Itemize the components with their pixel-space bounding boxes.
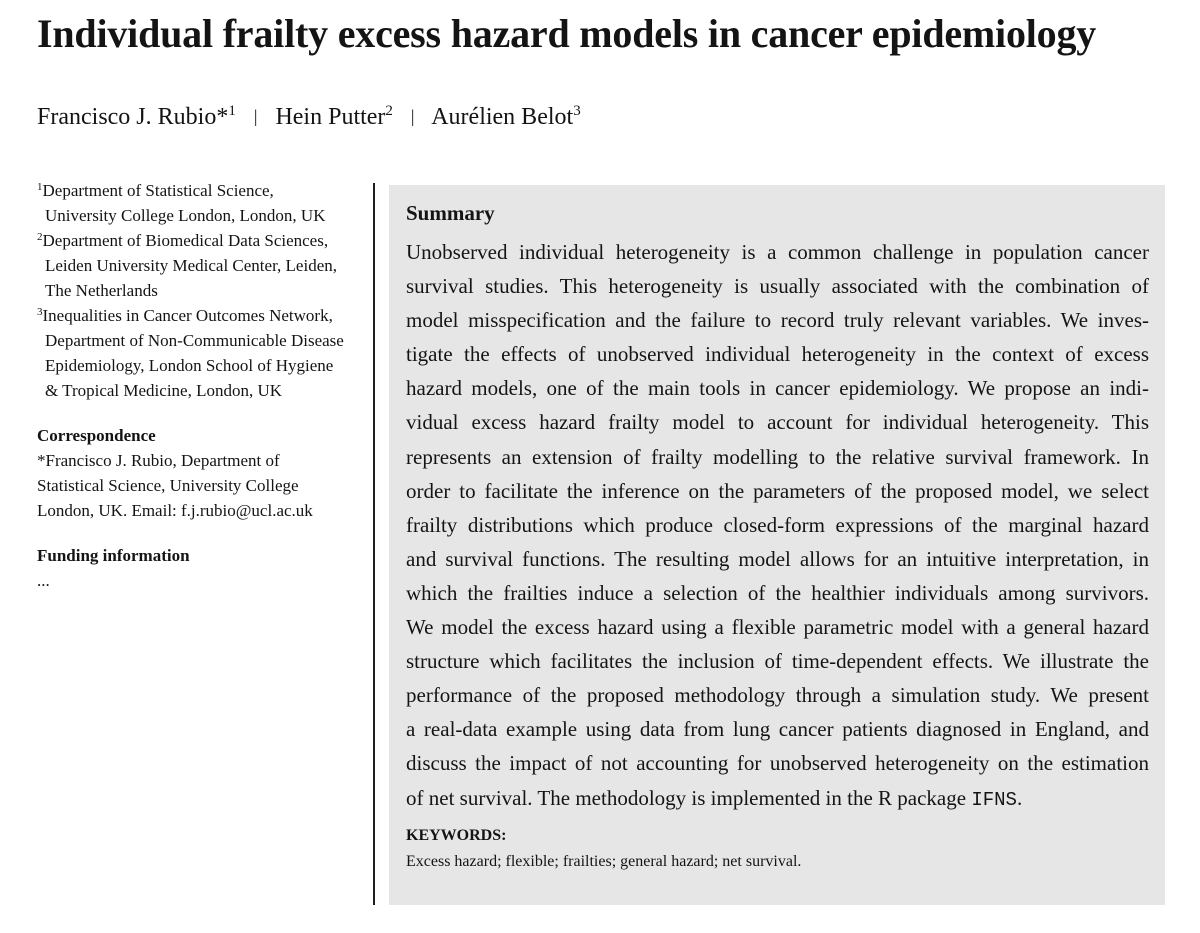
keywords-text: Excess hazard; flexible; frailties; general hazard; net survival. — [406, 853, 802, 870]
keywords-heading: KEYWORDS: — [406, 827, 507, 844]
author-name: Aurélien Belot — [431, 104, 574, 130]
author-list — [37, 100, 581, 133]
funding-heading: Funding information — [37, 546, 190, 565]
affiliation-2 — [37, 228, 367, 303]
summary-heading: Summary — [406, 201, 495, 225]
summary-line: We model the excess hazard using a flexible parametric model with a general hazard — [406, 615, 1149, 640]
affiliation-line: $^3$Inequalities in Cancer Outcomes Network, — [37, 306, 333, 325]
affiliation-number: 1 — [37, 181, 43, 193]
paper-title: Individual frailty excess hazard models in cancer epidemiology — [37, 11, 1097, 56]
correspondence-line: Statistical Science, University College — [37, 476, 299, 495]
column-divider — [373, 183, 375, 905]
affiliation-line: Department of Non-Communicable Disease — [45, 331, 344, 350]
author-name: Hein Putter — [275, 104, 386, 130]
summary-line: a real-data example using data from lung cancer patients diagnosed in England, and — [406, 717, 1149, 742]
correspondence-line: *Francisco J. Rubio, Department of — [37, 451, 280, 470]
affiliation-1 — [37, 178, 367, 228]
affiliation-line: $^2$Department of Biomedical Data Sciences, — [37, 231, 329, 250]
summary-line: which the frailties induce a selection of the healthier individuals among survivors. — [406, 580, 1149, 605]
affiliation-line: The Netherlands — [45, 281, 158, 300]
affiliation-marker: 1 — [228, 103, 236, 119]
summary-line: performance of the proposed methodology through a simulation study. We present — [406, 683, 1149, 708]
summary-box — [389, 185, 1165, 905]
summary-line: survival studies. This heterogeneity is usually associated with the combination of — [406, 274, 1149, 299]
package-name: IFNS — [971, 788, 1017, 811]
summary-line: frailty distributions which produce closed-form expressions of the marginal hazard — [406, 512, 1149, 537]
funding-text: ... — [37, 571, 50, 590]
affiliation-marker: 3 — [573, 103, 581, 119]
correspondence-section — [37, 423, 367, 523]
summary-line: Unobserved individual heterogeneity is a common challenge in population cancer — [406, 240, 1149, 264]
summary-line: and survival functions. The resulting model allows for an intuitive interpretation, in — [406, 546, 1149, 571]
summary-last-line: of net survival. The methodology is implemented in the R package IFNS. — [406, 785, 1023, 811]
correspondence-line: London, UK. Email: f.j.rubio@ucl.ac.uk — [37, 501, 313, 520]
funding-section — [37, 543, 367, 593]
affiliation-number: 3 — [37, 306, 43, 318]
summary-line: tigate the effects of unobserved individual heterogeneity in the context of excess — [406, 342, 1149, 367]
affiliation-line: Epidemiology, London School of Hygiene — [45, 356, 334, 375]
summary-line: represents an extension of frailty modelling to the relative survival framework. In — [406, 444, 1149, 469]
summary-line: model misspecification and the failure to record truly relevant variables. We inves- — [406, 308, 1149, 333]
author-separator: | — [410, 106, 415, 126]
affiliation-line: $^1$Department of Statistical Science, — [37, 181, 274, 200]
summary-line: hazard models, one of the main tools in cancer epidemiology. We propose an indi- — [406, 376, 1149, 401]
affiliation-number: 2 — [37, 231, 43, 243]
summary-line: order to facilitate the inference on the parameters of the proposed model, we select — [406, 478, 1149, 503]
author-separator: | — [253, 106, 258, 126]
summary-line: structure which facilitates the inclusion of time-dependent effects. We illustrate the — [406, 649, 1149, 674]
sidebar-column — [37, 178, 367, 593]
affiliation-marker: 2 — [385, 103, 393, 119]
affiliation-line: & Tropical Medicine, London, UK — [45, 381, 283, 400]
affiliation-3 — [37, 303, 367, 403]
author-name: Francisco J. Rubio — [37, 104, 217, 130]
affiliation-line: University College London, London, UK — [45, 206, 326, 225]
summary-body — [406, 235, 1149, 815]
summary-line: vidual excess hazard frailty model to account for individual heterogeneity. This — [406, 410, 1149, 435]
corresponding-mark: * — [216, 104, 229, 130]
affiliation-line: Leiden University Medical Center, Leiden, — [45, 256, 337, 275]
correspondence-heading: Correspondence — [37, 426, 156, 445]
summary-line: discuss the impact of not accounting for unobserved heterogeneity on the estimation — [406, 751, 1149, 776]
